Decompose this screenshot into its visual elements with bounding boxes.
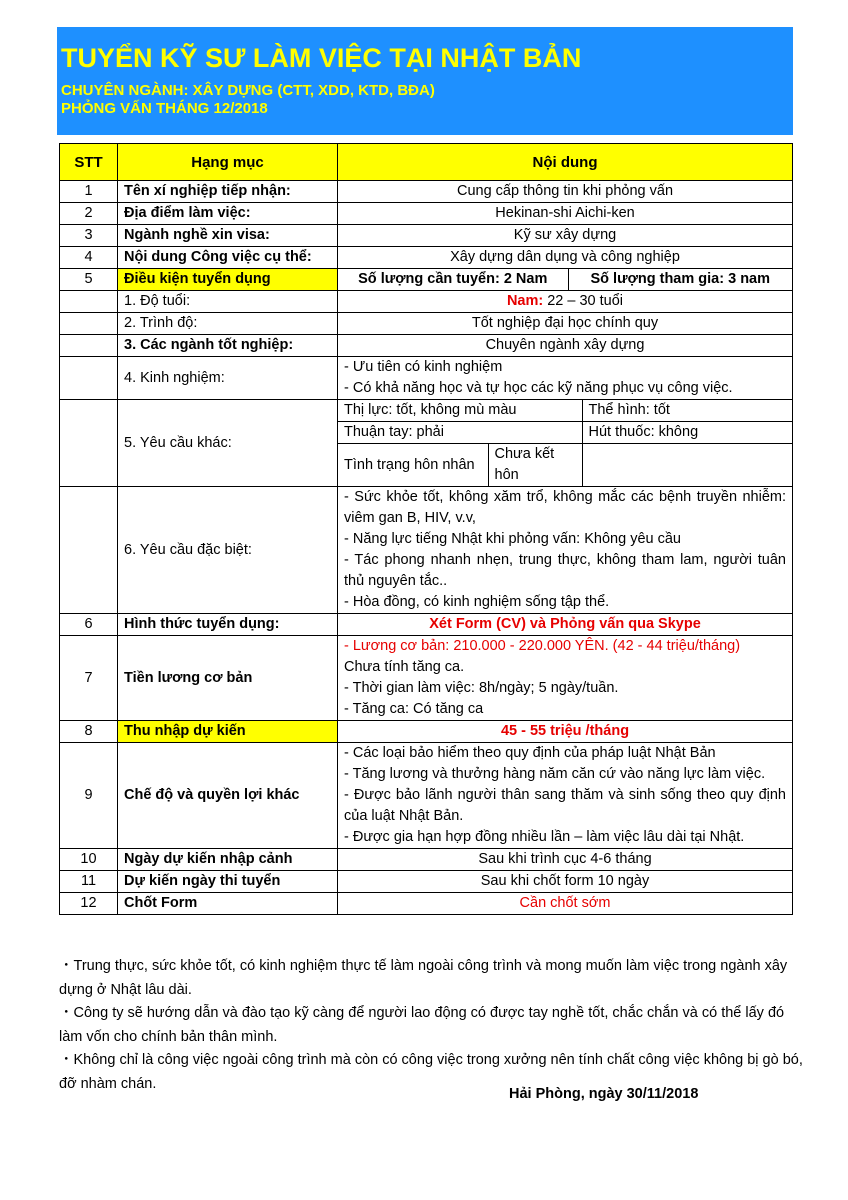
job-details-table bbox=[59, 143, 793, 915]
recruit-count: Số lượng cần tuyển: 2 Nam bbox=[338, 269, 568, 290]
smoking: Hút thuốc: không bbox=[582, 422, 792, 444]
table-row bbox=[60, 487, 793, 614]
signature-date: Hải Phòng, ngày 30/11/2018 bbox=[509, 1086, 699, 1102]
table-row bbox=[60, 614, 793, 636]
row-number: 1 bbox=[60, 181, 118, 203]
row-value: Sau khi trình cục 4-6 tháng bbox=[338, 849, 793, 871]
page-subtitle-interview: PHỎNG VẤN THÁNG 12/2018 bbox=[61, 100, 268, 117]
table-row bbox=[60, 636, 793, 721]
row-label: 5. Yêu cầu khác: bbox=[118, 400, 338, 487]
row-value: Xây dựng dân dụng và công nghiệp bbox=[338, 247, 793, 269]
physique: Thể hình: tốt bbox=[582, 400, 792, 422]
table-row bbox=[60, 269, 793, 291]
row-label: 6. Yêu cầu đặc biệt: bbox=[118, 487, 338, 614]
row-value: Hekinan-shi Aichi-ken bbox=[338, 203, 793, 225]
row-label: Điều kiện tuyển dụng bbox=[118, 269, 338, 291]
row-label: Dự kiến ngày thi tuyển bbox=[118, 871, 338, 893]
age-range: 22 – 30 tuổi bbox=[543, 293, 624, 309]
row-number: 5 bbox=[60, 269, 118, 291]
row-label: 2. Trình độ: bbox=[118, 313, 338, 335]
row-value: Chuyên ngành xây dựng bbox=[338, 335, 793, 357]
row-number: 6 bbox=[60, 614, 118, 636]
row-label: Ngày dự kiến nhập cảnh bbox=[118, 849, 338, 871]
row-label: 3. Các ngành tốt nghiệp: bbox=[118, 335, 338, 357]
row-label: Thu nhập dự kiến bbox=[118, 721, 338, 743]
table-header-row bbox=[60, 144, 793, 181]
row-number: 7 bbox=[60, 636, 118, 721]
table-row bbox=[60, 247, 793, 269]
row-number: 12 bbox=[60, 893, 118, 915]
list-item: - Tăng lương và thưởng hàng năm căn cứ vào năng lực làm việc. bbox=[344, 766, 766, 782]
list-item: - Tác phong nhanh nhẹn, trung thực, không tham lam, người tuân thủ nguyên tắc.. bbox=[344, 552, 786, 589]
row-label: Tên xí nghiệp tiếp nhận: bbox=[118, 181, 338, 203]
row-number: 11 bbox=[60, 871, 118, 893]
list-item: Chưa tính tăng ca. bbox=[344, 659, 465, 675]
table-row bbox=[60, 291, 793, 313]
row-label: Nội dung Công việc cụ thể: bbox=[118, 247, 338, 269]
table-row bbox=[60, 313, 793, 335]
table-row bbox=[60, 893, 793, 915]
marital-status-value: Chưa kết hôn bbox=[488, 444, 582, 487]
row-value bbox=[338, 487, 793, 614]
eyesight: Thị lực: tốt, không mù màu bbox=[338, 400, 582, 422]
list-item: - Có khả năng học và tự học các kỹ năng phục vụ công việc. bbox=[344, 380, 733, 396]
list-item: - Năng lực tiếng Nhật khi phỏng vấn: Không yêu cầu bbox=[344, 531, 681, 547]
row-label: 4. Kinh nghiệm: bbox=[118, 357, 338, 400]
table-row bbox=[60, 871, 793, 893]
table-row bbox=[60, 335, 793, 357]
row-number: 10 bbox=[60, 849, 118, 871]
notes-section bbox=[59, 955, 811, 1096]
row-label: Hình thức tuyển dụng: bbox=[118, 614, 338, 636]
page-subtitle-major: CHUYÊN NGÀNH: XÂY DỰNG (CTT, XDD, KTD, BĐA) bbox=[61, 82, 435, 99]
other-requirements-subtable bbox=[338, 400, 792, 486]
note-item: ・Công ty sẽ hướng dẫn và đào tạo kỹ càng để người lao động có được tay nghề tốt, chắc chắn và có thể lấy đó làm vốn cho chính bản thân mình. bbox=[59, 1005, 785, 1045]
row-value bbox=[338, 743, 793, 849]
table-row bbox=[60, 721, 793, 743]
row-value: Cần chốt sớm bbox=[338, 893, 793, 915]
row-value bbox=[338, 357, 793, 400]
row-number: 2 bbox=[60, 203, 118, 225]
row-label: Chế độ và quyền lợi khác bbox=[118, 743, 338, 849]
table-row bbox=[60, 849, 793, 871]
list-item: - Lương cơ bản: 210.000 - 220.000 YÊN. (42 - 44 triệu/tháng) bbox=[344, 638, 741, 654]
header-content: Nội dung bbox=[338, 144, 793, 181]
list-item: - Ưu tiên có kinh nghiệm bbox=[344, 359, 503, 375]
row-number: 8 bbox=[60, 721, 118, 743]
table-row bbox=[60, 181, 793, 203]
marital-status-label: Tình trạng hôn nhân bbox=[338, 444, 488, 487]
row-number: 3 bbox=[60, 225, 118, 247]
row-label: Chốt Form bbox=[118, 893, 338, 915]
list-item: - Tăng ca: Có tăng ca bbox=[344, 701, 484, 717]
note-item: ・Trung thực, sức khỏe tốt, có kinh nghiệm thực tế làm ngoài công trình và mong muốn làm việc trong ngành xây dựng ở Nhật lâu dài. bbox=[59, 958, 788, 998]
row-value: Tốt nghiệp đại học chính quy bbox=[338, 313, 793, 335]
table-row bbox=[60, 400, 793, 487]
page-title: TUYỂN KỸ SƯ LÀM VIỆC TẠI NHẬT BẢN bbox=[61, 43, 582, 73]
table-row bbox=[60, 357, 793, 400]
header-banner bbox=[57, 27, 793, 135]
row-label: Tiền lương cơ bản bbox=[118, 636, 338, 721]
list-item: - Được bảo lãnh người thân sang thăm và sinh sống theo quy định của luật Nhật Bản. bbox=[344, 787, 786, 824]
handedness: Thuận tay: phải bbox=[338, 422, 582, 444]
row-value: Kỹ sư xây dựng bbox=[338, 225, 793, 247]
table-row bbox=[60, 203, 793, 225]
gender-label: Nam: bbox=[506, 293, 544, 309]
row-value: Sau khi chốt form 10 ngày bbox=[338, 871, 793, 893]
table-row bbox=[60, 225, 793, 247]
list-item: - Sức khỏe tốt, không xăm trổ, không mắc các bệnh truyền nhiễm: viêm gan B, HIV, v.v, bbox=[344, 489, 786, 526]
table-row bbox=[60, 743, 793, 849]
row-label: Địa điểm làm việc: bbox=[118, 203, 338, 225]
list-item: - Các loại bảo hiểm theo quy định của pháp luật Nhật Bản bbox=[344, 745, 716, 761]
row-number: 4 bbox=[60, 247, 118, 269]
row-number: 9 bbox=[60, 743, 118, 849]
participant-count: Số lượng tham gia: 3 nam bbox=[568, 269, 792, 290]
note-item: ・Không chỉ là công việc ngoài công trình mà còn có công việc trong xưởng nên tính chất công việc không bị gò bó, đỡ nhàm chán. bbox=[59, 1052, 803, 1092]
list-item: - Hòa đồng, có kinh nghiệm sống tập thể. bbox=[344, 594, 610, 610]
row-value: Xét Form (CV) và Phỏng vấn qua Skype bbox=[338, 614, 793, 636]
list-item: - Được gia hạn hợp đồng nhiều lần – làm việc lâu dài tại Nhật. bbox=[344, 829, 745, 845]
row-label: Ngành nghề xin visa: bbox=[118, 225, 338, 247]
row-value: Cung cấp thông tin khi phỏng vấn bbox=[338, 181, 793, 203]
row-value: 45 - 55 triệu /tháng bbox=[338, 721, 793, 743]
row-value bbox=[338, 291, 793, 313]
recruit-count-subtable bbox=[338, 269, 792, 290]
row-value bbox=[338, 636, 793, 721]
list-item: - Thời gian làm việc: 8h/ngày; 5 ngày/tuần. bbox=[344, 680, 619, 696]
row-label: 1. Độ tuổi: bbox=[118, 291, 338, 313]
header-stt: STT bbox=[60, 144, 118, 181]
header-item: Hạng mục bbox=[118, 144, 338, 181]
